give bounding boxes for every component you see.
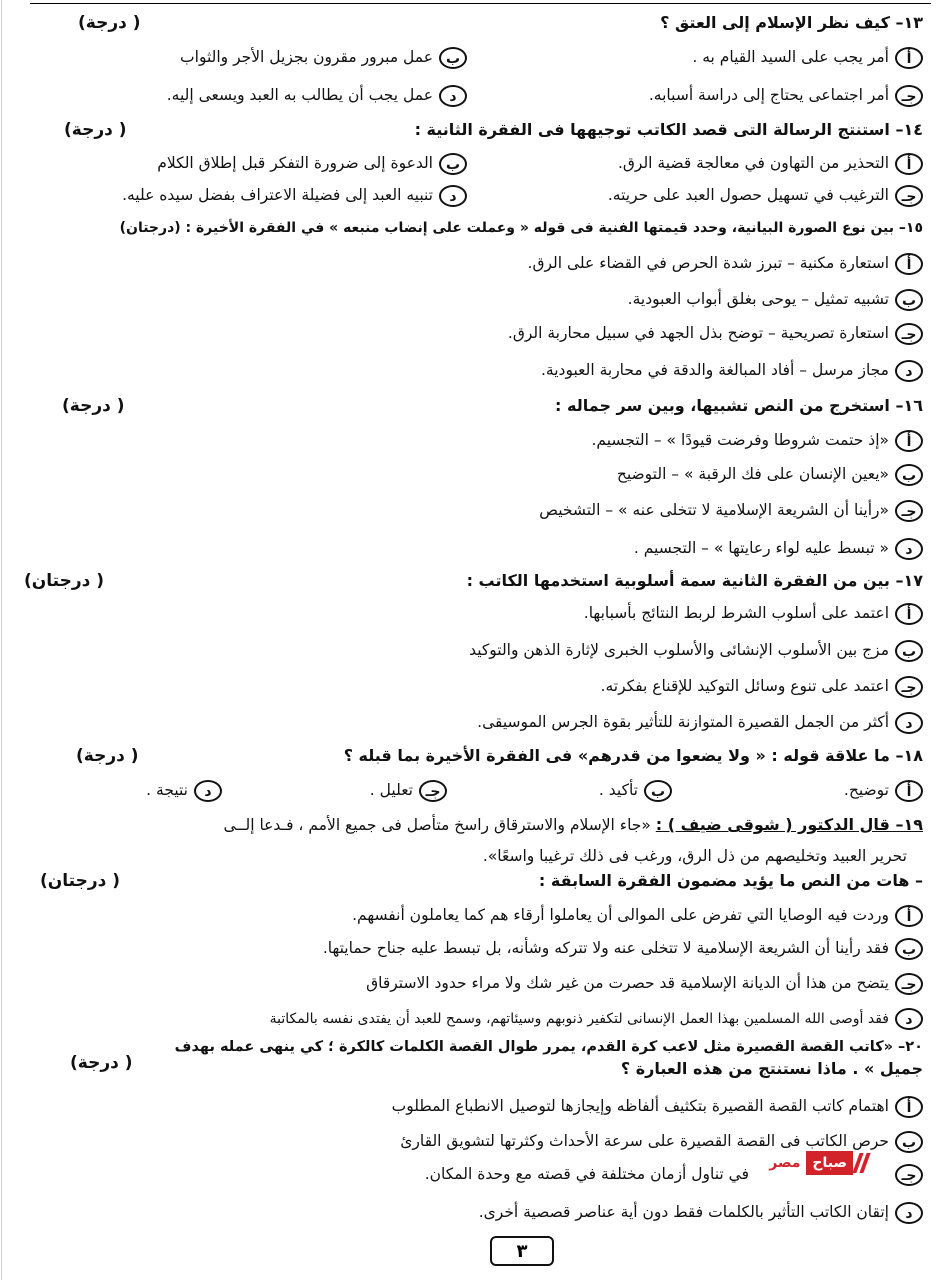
option-b-badge: ب [439,153,467,175]
q19-option-d-text: فقد أوصى الله المسلمين بهذا العمل الإنسانى لتكفير ذنوبهم وسيئاتهم، وسمح للعبد أن يفتدى نفسه بالمكاتبة [269,1011,889,1027]
q13-option-a[interactable] [692,46,923,69]
top-border-line [30,3,931,4]
watermark-logo [734,1151,870,1175]
q15-option-b[interactable] [628,288,923,311]
q18-option-a-text: توضيح. [843,781,889,799]
q19-quote-line1: «جاء الإسلام والاسترقاق راسخ متأصل فى جميع الأمم ، فـدعا إلــى [223,816,651,834]
q14-option-a[interactable] [618,152,923,175]
q18-option-c-text: تعليل . [369,781,413,799]
option-d-badge: د [895,1008,923,1030]
option-a-badge: أ [895,253,923,275]
q17-option-c-text: اعتمد على تنوع وسائل التوكيد للإقناع بفكرته. [600,677,889,695]
q18-title: ١٨– ما علاقة قوله : « ولا يضعوا من قدرهم» فى الفقرة الأخيرة بما قبله ؟ [343,746,923,765]
q16-option-a[interactable] [591,429,923,452]
option-c-badge: جـ [895,676,923,698]
option-d-badge: د [439,85,467,107]
option-c-badge: جـ [419,780,447,802]
q20-title-line1: ٢٠– «كاتب القصة القصيرة مثل لاعب كرة القدم، يمرر طوال القصة الكلمات كالكرة ؛ كي ينهى عمله بهدف [174,1039,923,1055]
q14-grade: ( درجة) [64,120,127,140]
option-a-badge: أ [895,153,923,175]
option-b-badge: ب [895,640,923,662]
q17-option-a[interactable] [584,602,923,625]
option-b-badge: ب [895,938,923,960]
q15-option-b-text: تشبيه تمثيل – يوحى بغلق أبواب العبودية. [627,290,889,308]
q16-grade: ( درجة) [62,396,125,416]
q20-option-a[interactable] [392,1095,923,1118]
q13-grade: ( درجة) [78,13,141,33]
q19-title: ١٩– قال الدكتور ( شوقى ضيف ) : [655,815,923,834]
q15-option-a-text: استعارة مكنية – تبرز شدة الحرص في القضاء على الرق. [527,254,889,272]
option-d-badge: د [895,360,923,382]
q15-option-a[interactable] [528,252,923,275]
page-number: ٣ [490,1236,554,1266]
option-b-badge: ب [644,780,672,802]
q18-option-c[interactable] [370,779,447,802]
q17-option-d[interactable] [477,711,923,734]
watermark-brand-text: مصر [769,1155,801,1171]
q16-option-b-text: «يعين الإنسان على فك الرقبة » – التوضيح [616,465,889,483]
q19-grade: ( درجتان) [40,871,121,891]
q14-option-b[interactable] [157,152,467,175]
q14-title: ١٤– استنتج الرسالة التى قصد الكاتب توجيهها فى الفقرة الثانية : [414,120,923,139]
q17-option-b-text: مزج بين الأسلوب الإنشائى والأسلوب الخبرى لإثارة الذهن والتوكيد [469,641,889,659]
q15-option-c-text: استعارة تصريحية – توضح بذل الجهد في سبيل محاربة الرق. [507,324,889,342]
q19-option-b-text: فقد رأينا أن الشريعة الإسلامية لا تتخلى عنه ولا تتركه وشأنه، بل تبسط عليه جناح حمايتها. [322,939,889,957]
q14-option-c-text: الترغيب في تسهيل حصول العبد على حريته. [607,186,889,204]
q14-option-d-text: تنبيه العبد إلى فضيلة الاعتراف بفضل سيده عليه. [122,186,433,204]
q15-option-d-text: مجاز مرسل – أفاد المبالغة والدقة في محاربة العبودية. [541,361,889,379]
option-d-badge: د [895,538,923,560]
q19-option-d[interactable] [270,1008,923,1030]
option-a-badge: أ [895,603,923,625]
q14-option-b-text: الدعوة إلى ضرورة التفكر قبل إطلاق الكلام [157,154,433,172]
q19-option-b[interactable] [323,937,923,960]
q13-option-a-text: أمر يجب على السيد القيام به . [692,48,889,66]
option-b-badge: ب [895,1131,923,1153]
q16-option-d-text: « تبسط عليه لواء رعايتها » – التجسيم . [633,539,889,557]
q17-option-d-text: أكثر من الجمل القصيرة المتوازنة للتأثير بقوة الجرس الموسيقى. [477,713,889,731]
option-a-badge: أ [895,1096,923,1118]
q16-title: ١٦– استخرج من النص تشبيها، وبين سر جماله : [555,396,923,415]
q19-option-c-text: يتضح من هذا أن الديانة الإسلامية قد حصرت من غير شك ولا مراء حدود الاسترقاق [366,974,889,992]
q20-title-line2: جميل » . ماذا نستنتج من هذه العبارة ؟ [620,1059,923,1078]
watermark-brand-box: صباح [806,1151,853,1175]
q16-option-b[interactable] [617,463,923,486]
q20-option-a-text: اهتمام كاتب القصة القصيرة بتكثيف ألفاظه وإيجازها لتوصيل الانطباع المطلوب [391,1097,889,1115]
q15-title: ١٥– بين نوع الصورة البيانية، وحدد قيمتها الفنية فى قوله « وعملت على إنضاب منبعه » في الفقرة الأخيرة : (درجتان) [119,220,923,236]
option-d-badge: د [194,780,222,802]
q20-option-d[interactable] [479,1201,923,1224]
q19-intro [10,814,923,836]
option-c-badge: جـ [895,973,923,995]
option-a-badge: أ [895,780,923,802]
q17-option-b[interactable] [469,639,923,662]
q18-option-b-text: تأكيد . [598,781,638,799]
option-a-badge: أ [895,430,923,452]
q18-option-b[interactable] [599,779,672,802]
option-c-badge: جـ [895,85,923,107]
option-a-badge: أ [895,47,923,69]
q15-option-d[interactable] [541,359,923,382]
option-c-badge: جـ [895,500,923,522]
option-d-badge: د [895,1202,923,1224]
q20-option-b-text: حرص الكاتب فى القصة القصيرة على سرعة الأحداث وكثرتها لتشويق القارئ [400,1132,889,1150]
option-b-badge: ب [895,464,923,486]
option-a-badge: أ [895,905,923,927]
q13-option-d-text: عمل يجب أن يطالب به العبد ويسعى إليه. [166,86,433,104]
q16-option-c-text: «رأينا أن الشريعة الإسلامية لا تتخلى عنه » – التشخيص [539,501,889,519]
q18-option-d[interactable] [146,779,222,802]
q14-option-a-text: التحذير من التهاون في معالجة قضية الرق. [617,154,889,172]
q18-grade: ( درجة) [76,746,139,766]
q17-grade: ( درجتان) [24,571,105,591]
q17-title: ١٧– بين من الفقرة الثانية سمة أسلوبية استخدمها الكاتب : [466,571,923,590]
left-edge-line [1,0,2,1280]
watermark-stripes-icon [853,1153,867,1173]
q19-quote-line2: تحرير العبيد وتخليصهم من ذل الرق، ورغب فى ذلك ترغيبا واسعًا». [482,847,907,865]
q16-option-a-text: «إذ حتمت شروطا وفرضت قيودًا » – التجسيم. [591,431,889,449]
q19-option-a[interactable] [352,904,923,927]
q13-option-d[interactable] [167,84,467,107]
option-c-badge: جـ [895,323,923,345]
q20-option-b[interactable] [400,1130,923,1153]
q13-option-c-text: أمر اجتماعى يحتاج إلى دراسة أسبابه. [648,86,889,104]
option-d-badge: د [439,185,467,207]
q15-option-c[interactable] [508,322,923,345]
q17-option-c[interactable] [601,675,923,698]
q14-option-c[interactable] [608,184,923,207]
option-c-badge: جـ [895,185,923,207]
q13-option-b-text: عمل مبرور مقرون بجزيل الأجر والثواب [180,48,433,66]
option-b-badge: ب [439,47,467,69]
q18-option-d-text: نتيجة . [146,781,188,799]
q19-option-c[interactable] [366,972,923,995]
q20-grade: ( درجة) [70,1053,133,1073]
q18-option-a[interactable] [844,779,923,802]
q16-option-c[interactable] [539,499,923,522]
q20-option-d-text: إتقان الكاتب التأثير بالكلمات فقط دون أية عناصر قصصية أخرى. [478,1203,889,1221]
q16-option-d[interactable] [634,537,923,560]
q13-option-c[interactable] [649,84,923,107]
option-b-badge: ب [895,289,923,311]
option-c-badge: جـ [895,1164,923,1186]
option-d-badge: د [895,712,923,734]
q13-title: ١٣– كيف نظر الإسلام إلى العتق ؟ [660,13,923,32]
q20-option-c-text: في تناول أزمان مختلفة في قصته مع وحدة المكان. [424,1165,749,1183]
q14-option-d[interactable] [122,184,467,207]
q19-subtitle: – هات من النص ما يؤيد مضمون الفقرة السابقة : [538,871,923,890]
q17-option-a-text: اعتمد على أسلوب الشرط لربط النتائج بأسبابها. [583,604,889,622]
q13-option-b[interactable] [180,46,467,69]
q19-option-a-text: وردت فيه الوصايا التي تفرض على الموالى أن يعاملوا أرقاء هم كما يعاملون أنفسهم. [352,906,889,924]
